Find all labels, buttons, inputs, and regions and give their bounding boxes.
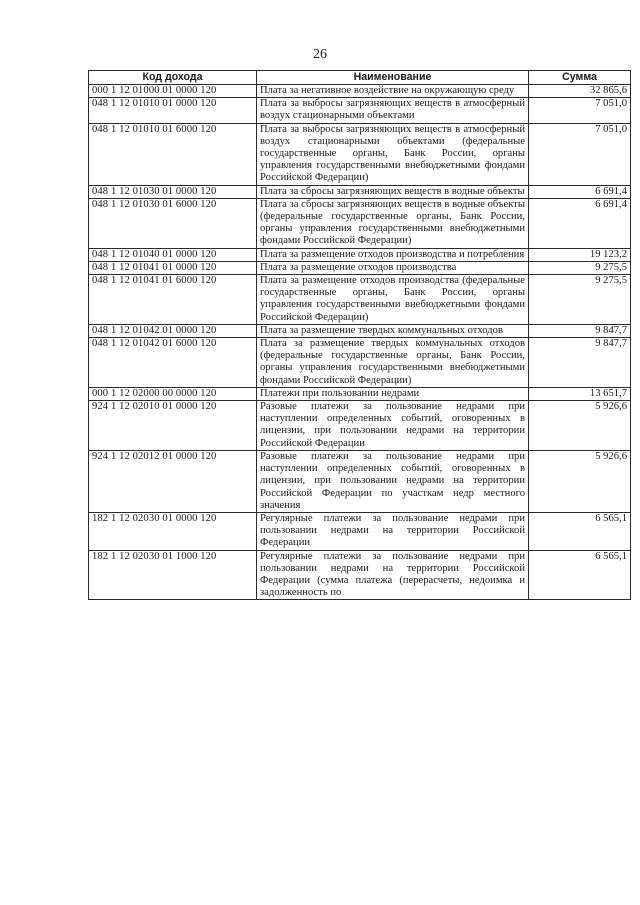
table-row xyxy=(89,248,631,261)
income-sum: 5 926,6 xyxy=(529,450,631,512)
income-sum: 19 123,2 xyxy=(529,248,631,261)
table-row xyxy=(89,85,631,98)
income-code: 048 1 12 01041 01 6000 120 xyxy=(89,275,257,325)
income-sum: 6 691,4 xyxy=(529,185,631,198)
income-sum: 13 651,7 xyxy=(529,387,631,400)
income-code: 182 1 12 02030 01 1000 120 xyxy=(89,550,257,600)
income-code: 048 1 12 01010 01 6000 120 xyxy=(89,123,257,185)
table-row xyxy=(89,401,631,451)
income-code: 048 1 12 01042 01 0000 120 xyxy=(89,324,257,337)
income-code: 048 1 12 01040 01 0000 120 xyxy=(89,248,257,261)
income-code: 048 1 12 01030 01 0000 120 xyxy=(89,185,257,198)
table-row xyxy=(89,185,631,198)
table-row xyxy=(89,387,631,400)
income-name: Плата за размещение отходов производства xyxy=(257,261,529,274)
table-row xyxy=(89,550,631,600)
income-sum: 32 865,6 xyxy=(529,85,631,98)
table-row xyxy=(89,338,631,388)
income-sum: 7 051,0 xyxy=(529,123,631,185)
income-code: 924 1 12 02010 01 0000 120 xyxy=(89,401,257,451)
income-sum: 7 051,0 xyxy=(529,98,631,123)
income-sum: 5 926,6 xyxy=(529,401,631,451)
income-sum: 9 847,7 xyxy=(529,324,631,337)
table-row xyxy=(89,512,631,550)
income-code: 000 1 12 01000 01 0000 120 xyxy=(89,85,257,98)
income-name: Платежи при пользовании недрами xyxy=(257,387,529,400)
table-row xyxy=(89,123,631,185)
income-name: Плата за негативное воздействие на окружающую среду xyxy=(257,85,529,98)
income-name: Регулярные платежи за пользование недрами при пользовании недрами на территории Российской Федерации (сумма платежа (перерасчеты, недоимка и задолженность по xyxy=(257,550,529,600)
income-code: 048 1 12 01030 01 6000 120 xyxy=(89,198,257,248)
income-name: Плата за размещение твердых коммунальных отходов (федеральные государственные органы, Банк России, органы управления государственными внебюджетными фондами Российской Федерации) xyxy=(257,338,529,388)
income-code: 048 1 12 01041 01 0000 120 xyxy=(89,261,257,274)
income-code: 000 1 12 02000 00 0000 120 xyxy=(89,387,257,400)
table-row xyxy=(89,198,631,248)
table-row xyxy=(89,98,631,123)
income-sum: 6 565,1 xyxy=(529,550,631,600)
income-code: 924 1 12 02012 01 0000 120 xyxy=(89,450,257,512)
budget-table xyxy=(88,70,631,600)
income-name: Разовые платежи за пользование недрами при наступлении определенных событий, оговоренных в лицензии, при пользовании недрами на территории Российской Федерации по участкам недр местного значения xyxy=(257,450,529,512)
income-name: Регулярные платежи за пользование недрами при пользовании недрами на территории Российской Федерации xyxy=(257,512,529,550)
income-name: Плата за размещение твердых коммунальных отходов xyxy=(257,324,529,337)
column-header-name: Наименование xyxy=(257,71,529,85)
table-header-row xyxy=(89,71,631,85)
page-number: 26 xyxy=(313,47,327,62)
income-code: 048 1 12 01042 01 6000 120 xyxy=(89,338,257,388)
income-name: Плата за сбросы загрязняющих веществ в водные объекты (федеральные государственные органы, Банк России, органы управления государственными внебюджетными фондами Российской Федерации) xyxy=(257,198,529,248)
income-name: Плата за выбросы загрязняющих веществ в атмосферный воздух стационарными объектами xyxy=(257,98,529,123)
table-row xyxy=(89,261,631,274)
income-sum: 6 691,4 xyxy=(529,198,631,248)
income-sum: 9 275,5 xyxy=(529,261,631,274)
income-name: Разовые платежи за пользование недрами при наступлении определенных событий, оговоренных в лицензии, при пользовании недрами на территории Российской Федерации xyxy=(257,401,529,451)
income-name: Плата за сбросы загрязняющих веществ в водные объекты xyxy=(257,185,529,198)
income-code: 048 1 12 01010 01 0000 120 xyxy=(89,98,257,123)
table-row xyxy=(89,324,631,337)
income-name: Плата за размещение отходов производства (федеральные государственные органы, Банк России, органы управления государственными внебюджетными фондами Российской Федерации) xyxy=(257,275,529,325)
income-sum: 9 847,7 xyxy=(529,338,631,388)
income-code: 182 1 12 02030 01 0000 120 xyxy=(89,512,257,550)
income-sum: 6 565,1 xyxy=(529,512,631,550)
column-header-sum: Сумма xyxy=(529,71,631,85)
table-row xyxy=(89,450,631,512)
income-sum: 9 275,5 xyxy=(529,275,631,325)
income-name: Плата за выбросы загрязняющих веществ в атмосферный воздух стационарными объектами (федеральные государственные органы, Банк России, органы управления государственными внебюджетными фондами Российской Федерации) xyxy=(257,123,529,185)
table-row xyxy=(89,275,631,325)
column-header-code: Код дохода xyxy=(89,71,257,85)
income-name: Плата за размещение отходов производства и потребления xyxy=(257,248,529,261)
